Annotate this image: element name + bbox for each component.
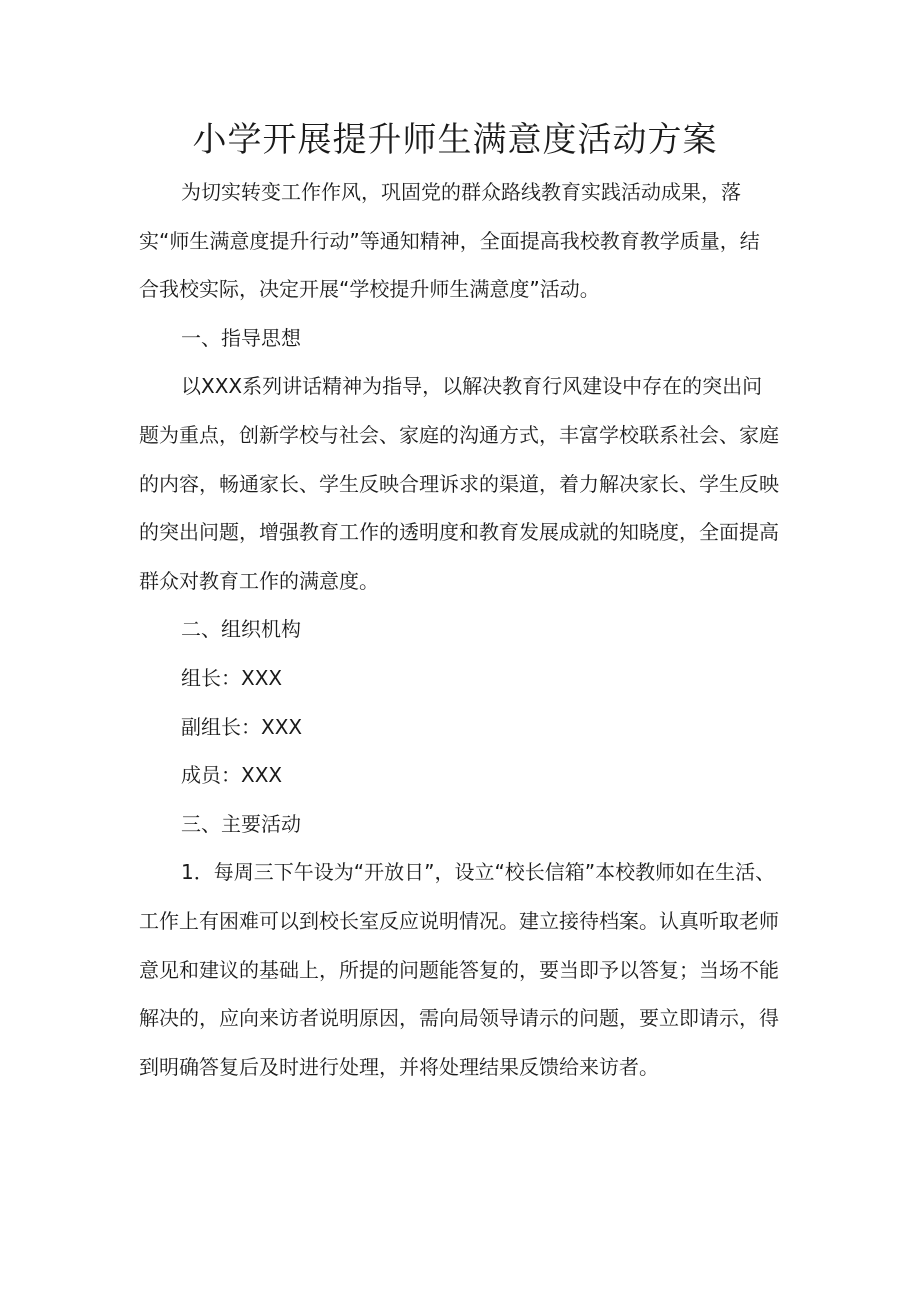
members-line: 成员：XXX: [181, 763, 283, 788]
section-heading-organization: 二、组织机构: [181, 617, 301, 642]
section-heading-main-activities: 三、主要活动: [181, 811, 301, 836]
intro-paragraph: 为切实转变工作作风，巩固党的群众路线教育实践活动成果，落实“师生满意度提升行动”等通知精神，全面提高我校教育教学质量，结合我校实际，决定开展“学校提升师生满意度”活动。: [139, 180, 760, 302]
leader-line: 组长：XXX: [181, 665, 283, 690]
document-body: [139, 168, 779, 1091]
section-heading-guiding-ideology: 一、指导思想: [181, 325, 301, 350]
guiding-ideology-paragraph: 以XXX系列讲话精神为指导，以解决教育行风建设中存在的突出问题为重点，创新学校与社会、家庭的沟通方式，丰富学校联系社会、家庭的内容，畅通家长、学生反映合理诉求的渠道，着力解决家长、学生反映的突出问题，增强教育工作的透明度和教育发展成就的知晓度，全面提高群众对教育工作的满意度。: [139, 374, 779, 593]
activity-1-paragraph: 1．每周三下午设为“开放日”，设立“校长信箱”本校教师如在生活、工作上有困难可以到校长室反应说明情况。建立接待档案。认真听取老师意见和建议的基础上，所提的问题能答复的，要当即予以答复；当场不能解决的，应向来访者说明原因，需向局领导请示的问题，要立即请示，得到明确答复后及时进行处理，并将处理结果反馈给来访者。: [139, 860, 779, 1079]
document-title: 小学开展提升师生满意度活动方案: [192, 120, 718, 160]
deputy-leader-line: 副组长：XXX: [181, 714, 303, 739]
